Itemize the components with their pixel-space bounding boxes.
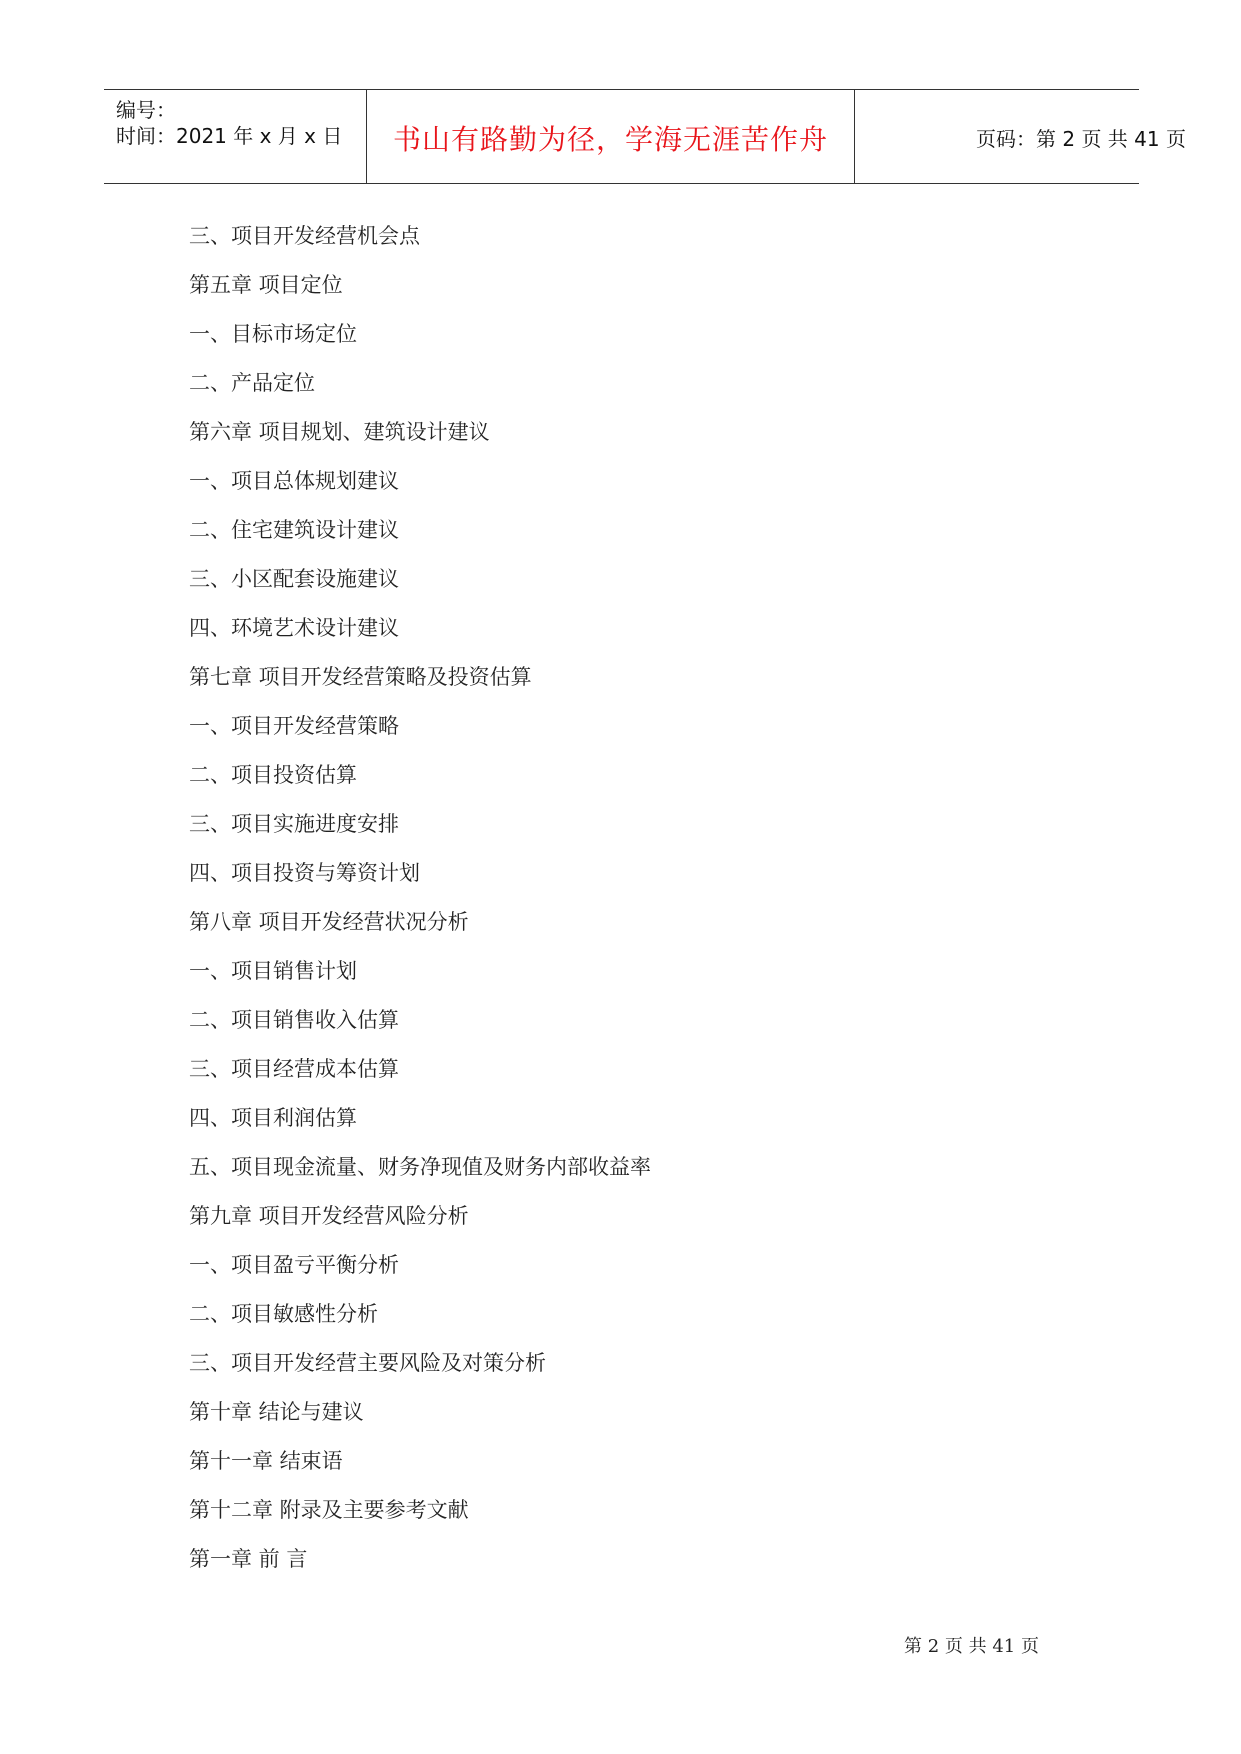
toc-item: 第六章 项目规划、建筑设计建议: [189, 420, 490, 444]
toc-item: 第九章 项目开发经营风险分析: [189, 1204, 469, 1228]
page-header: [104, 89, 1186, 184]
header-page-code: 页码：第 2 页 共 41 页: [976, 127, 1186, 151]
toc-item: 四、项目投资与筹资计划: [189, 861, 420, 885]
toc-item: 三、项目实施进度安排: [189, 812, 399, 836]
toc-item: 三、项目开发经营主要风险及对策分析: [189, 1351, 546, 1375]
toc-item: 第七章 项目开发经营策略及投资估算: [189, 665, 532, 689]
toc-item: 三、项目经营成本估算: [189, 1057, 399, 1081]
header-time-label: 时间：2021 年 x 月 x 日: [116, 124, 343, 148]
toc-item: 一、目标市场定位: [189, 322, 357, 346]
table-of-contents: [189, 218, 651, 1590]
toc-item: 二、住宅建筑设计建议: [189, 518, 399, 542]
toc-item: 五、项目现金流量、财务净现值及财务内部收益率: [189, 1155, 651, 1179]
toc-item: 四、环境艺术设计建议: [189, 616, 399, 640]
toc-item: 一、项目总体规划建议: [189, 469, 399, 493]
toc-item: 二、产品定位: [189, 371, 315, 395]
toc-item: 第八章 项目开发经营状况分析: [189, 910, 469, 934]
header-motto-cell: [367, 90, 855, 183]
toc-item: 一、项目盈亏平衡分析: [189, 1253, 399, 1277]
toc-item: 二、项目销售收入估算: [189, 1008, 399, 1032]
toc-item: 一、项目开发经营策略: [189, 714, 399, 738]
header-meta-cell: [104, 90, 367, 183]
toc-item: 第一章 前 言: [189, 1547, 308, 1571]
toc-item: 第五章 项目定位: [189, 273, 343, 297]
header-motto: 书山有路勤为径，学海无涯苦作舟: [392, 123, 828, 156]
toc-item: 一、项目销售计划: [189, 959, 357, 983]
header-page-cell: [855, 90, 1186, 183]
toc-item: 二、项目投资估算: [189, 763, 357, 787]
header-number-label: 编号：: [116, 98, 176, 122]
toc-item: 第十二章 附录及主要参考文献: [189, 1498, 469, 1522]
toc-item: 四、项目利润估算: [189, 1106, 357, 1130]
toc-item: 二、项目敏感性分析: [189, 1302, 378, 1326]
toc-item: 第十章 结论与建议: [189, 1400, 364, 1424]
toc-item: 三、小区配套设施建议: [189, 567, 399, 591]
toc-item: 第十一章 结束语: [189, 1449, 343, 1473]
toc-item: 三、项目开发经营机会点: [189, 224, 420, 248]
page-footer-number: 第 2 页 共 41 页: [904, 1636, 1039, 1657]
